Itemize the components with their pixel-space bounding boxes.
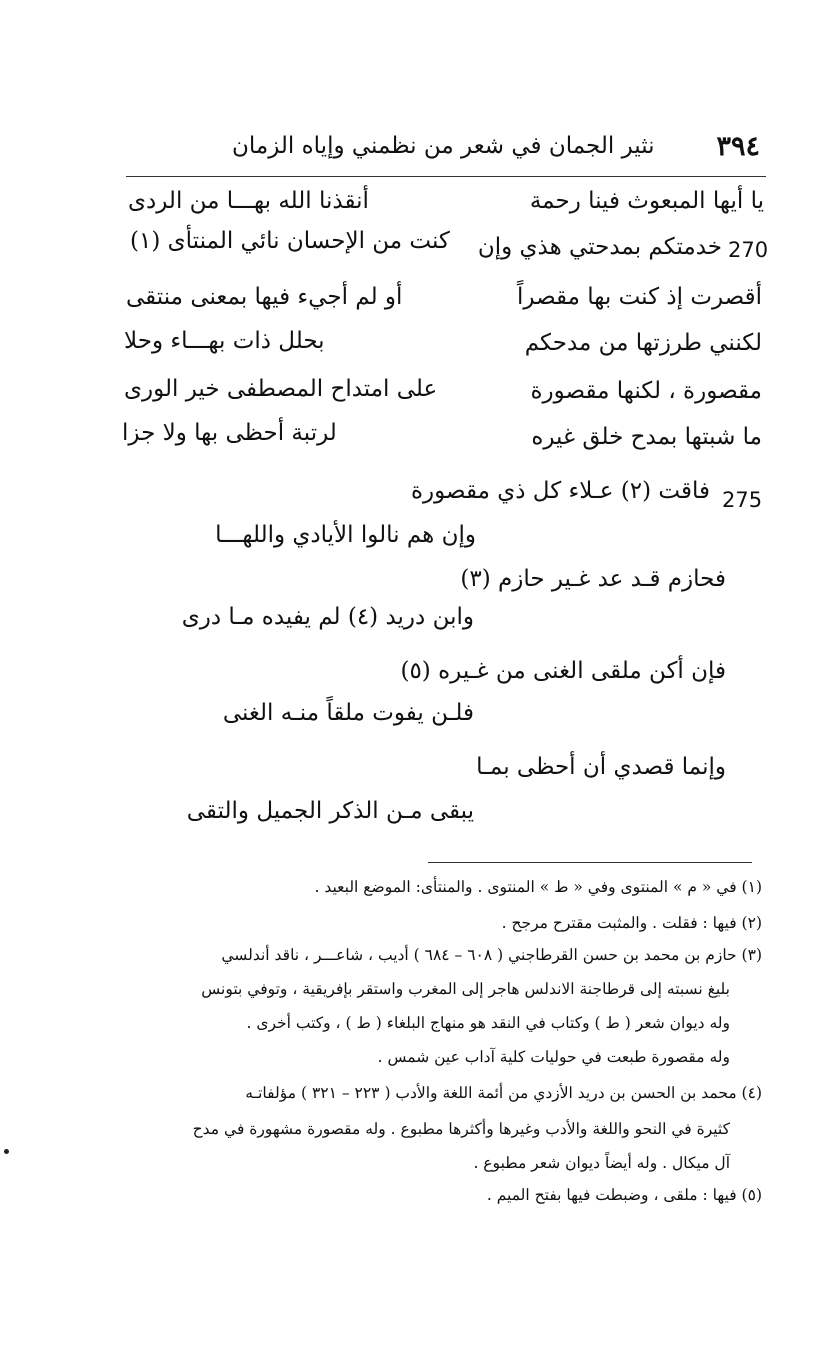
line-number-270: 270: [728, 238, 769, 262]
footnote-3-line-3: وله ديوان شعر ( ط ) وكتاب في النقد هو منهاج البلغاء ( ط ) ، وكتب أخرى .: [246, 1014, 730, 1032]
footnote-4-line-3: آل ميكال . وله أيضاً ديوان شعر مطبوع .: [473, 1154, 730, 1172]
verse-3-left: أو لم أجيء فيها بمعنى منتقى: [126, 284, 403, 310]
footnote-2: (٢) فيها : فقلت . والمثبت مقترح مرجح .: [501, 914, 762, 932]
verse-2-right: خدمتكم بمدحتي هذي وإن: [477, 234, 722, 260]
verse-6-right: ما شبتها بمدح خلق غيره: [531, 424, 762, 450]
verse-continued-2: فحازم قـد عد غـير حازم (٣): [460, 566, 726, 592]
verse-5-left: على امتداح المصطفى خير الورى: [124, 376, 438, 402]
verse-continued-3: وابن دريد (٤) لم يفيده مـا درى: [181, 604, 474, 630]
page-header: [232, 124, 760, 168]
verse-1-left: أنقذنا الله بهـــا من الردى: [128, 188, 369, 214]
footnote-3-line-1: (٣) حازم بن محمد بن حسن القرطاجني ( ٦٠٨ – ٦٨٤ ) أديب ، شاعـــر ، ناقد أندلسي: [221, 946, 762, 964]
verse-4-right: لكنني طرزتها من مدحكم: [524, 330, 762, 356]
verse-1-right: يا أيها المبعوث فينا رحمة: [529, 188, 764, 214]
footnote-4-line-1: (٤) محمد بن الحسن بن دريد الأزدي من أئمة اللغة والأدب ( ٢٢٣ – ٣٢١ ) مؤلفاتـه: [245, 1084, 762, 1102]
verse-275: فاقت (٢) عـلاء كل ذي مقصورة: [410, 478, 710, 504]
footnote-4-line-2: كثيرة في النحو واللغة والأدب وغيرها وأكثرها مطبوع . وله مقصورة مشهورة في مدح: [192, 1120, 730, 1138]
verse-continued-7: يبقى مـن الذكر الجميل والتقى: [186, 798, 474, 824]
footnote-3-line-2: بليغ نسبته إلى قرطاجنة الاندلس هاجر إلى المغرب واستقر بإفريقية ، وتوفي بتونس: [201, 980, 730, 998]
verse-continued-6: وإنما قصدي أن أحظى بمـا: [476, 754, 726, 780]
footnote-3-line-4: وله مقصورة طبعت في حوليات كلية آداب عين شمس .: [377, 1048, 730, 1066]
footnote-1: (١) في « م » المنتوى وفي « ط » المنتوى . والمنتأى: الموضع البعيد .: [314, 878, 762, 896]
footnote-divider: [428, 862, 752, 863]
verse-2-left: كنت من الإحسان نائي المنتأى (١): [130, 228, 450, 254]
page-number: ٣٩٤: [716, 130, 760, 162]
scan-speck: [4, 1149, 9, 1154]
verse-continued-4: فإن أكن ملقى الغنى من غـيره (٥): [400, 658, 726, 684]
verse-3-right: أقصرت إذ كنت بها مقصراً: [516, 284, 762, 310]
line-number-275: 275: [722, 488, 763, 512]
header-divider: [126, 176, 766, 177]
verse-continued-5: فلـن يفوت ملقاً منـه الغنى: [222, 700, 474, 726]
verse-5-right: مقصورة ، لكنها مقصورة: [530, 378, 762, 404]
footnote-5: (٥) فيها : ملقى ، وضبطت فيها بفتح الميم .: [486, 1186, 762, 1204]
verse-6-left: لرتبة أحظى بها ولا جزا: [122, 420, 337, 446]
running-title: نثير الجمان في شعر من نظمني وإياه الزمان: [232, 133, 655, 159]
verse-4-left: بحلل ذات بهـــاء وحلا: [124, 328, 325, 354]
verse-continued-1: وإن هم نالوا الأيادي واللهـــا: [215, 522, 476, 548]
